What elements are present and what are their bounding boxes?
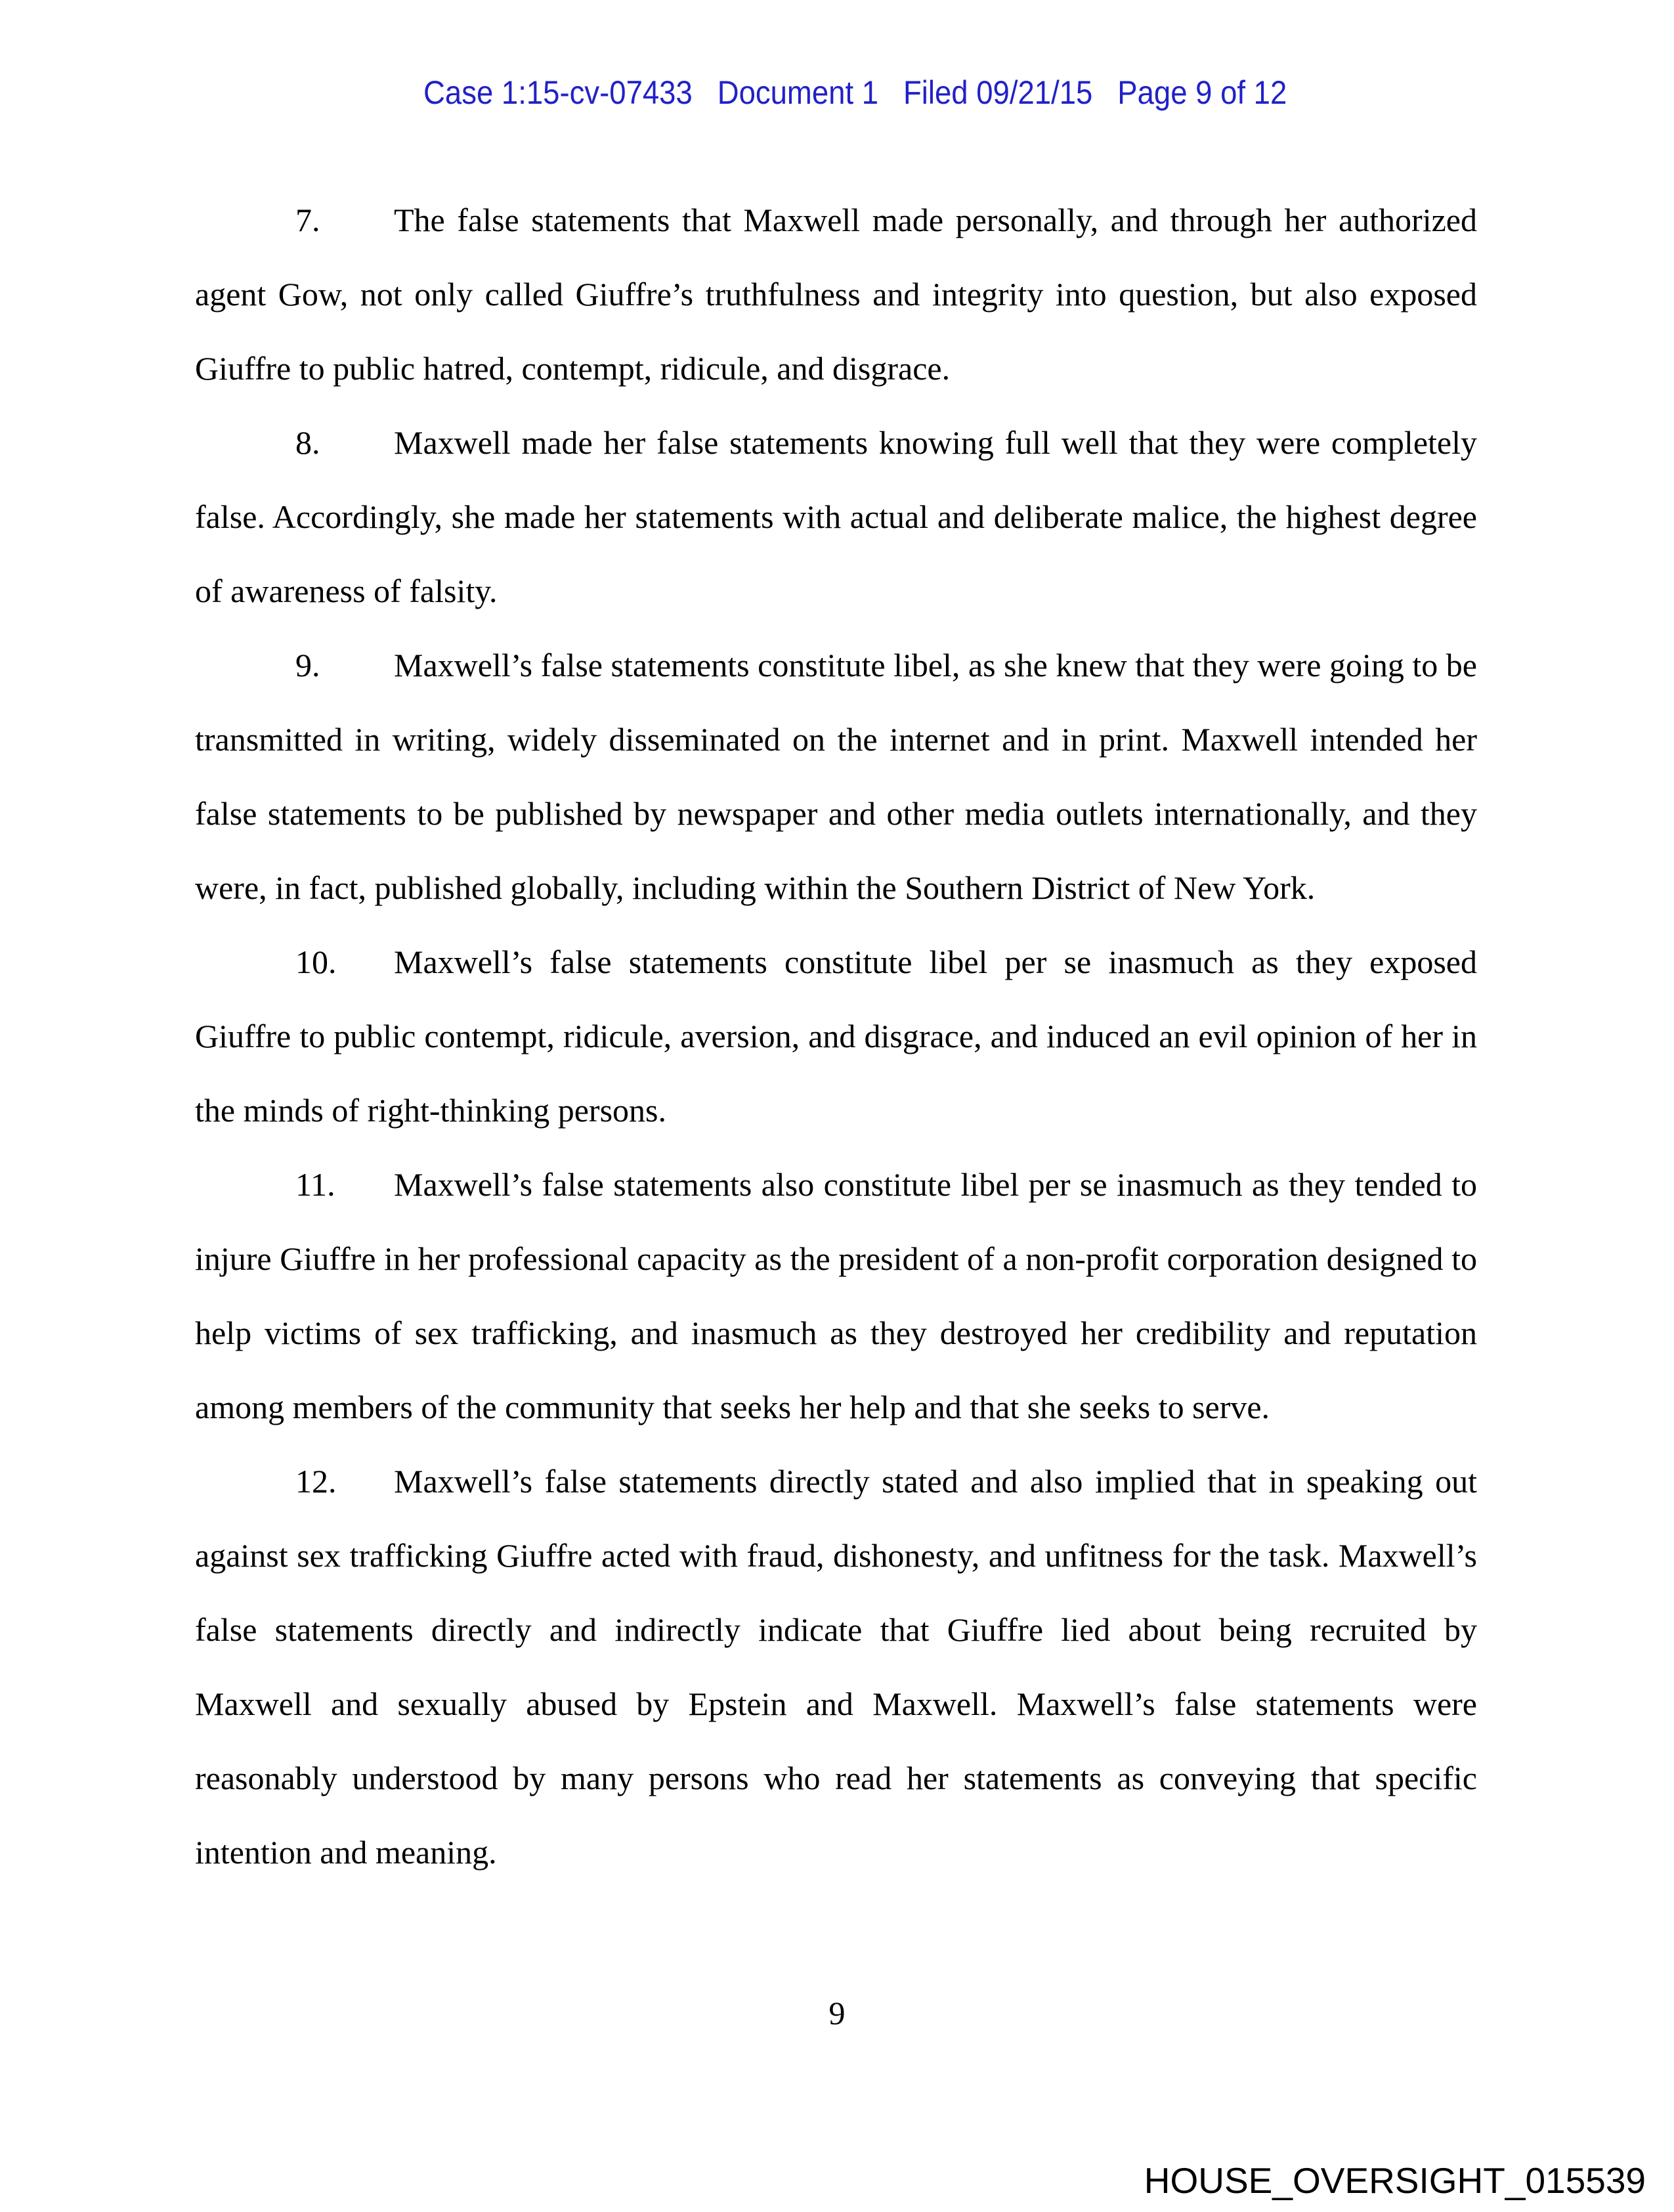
paragraph-12-number: 12. [295, 1463, 337, 1500]
paragraph-8-text: Maxwell made her false statements knowing full well that they were completely false. Accordingly, she made her statements with actual and deliberate malice, the highest degree of awareness of falsity. [195, 424, 1477, 609]
paragraph-10-number: 10. [295, 943, 337, 980]
paragraph-7-number: 7. [295, 202, 320, 238]
bates-number: HOUSE_OVERSIGHT_015539 [1144, 2160, 1646, 2201]
ecf-header-stamp [0, 37, 1674, 148]
paragraph-12-text: Maxwell’s false statements directly stated and also implied that in speaking out against sex trafficking Giuffre acted with fraud, dishonesty, and unfitness for the task. Maxwell’s false statements directly and indirectly indicate that Giuffre lied about being recruited by Maxwell and sexually abused by Epstein and Maxwell. Maxwell’s false statements were reasonably understood by many persons who read her statements as conveying that specific intention and meaning. [195, 1463, 1477, 1871]
paragraph-8-number: 8. [295, 424, 320, 461]
paragraph-10-text: Maxwell’s false statements constitute libel per se inasmuch as they exposed Giuffre to public contempt, ridicule, aversion, and disgrace, and induced an evil opinion of her in the minds of right-thinking persons. [195, 943, 1477, 1129]
paragraph-9 [195, 628, 1477, 925]
paragraph-8 [195, 406, 1477, 628]
paragraph-9-text: Maxwell’s false statements constitute libel, as she knew that they were going to be transmitted in writing, widely disseminated on the internet and in print. Maxwell intended her false statements to be published by newspaper and other media outlets internationally, and they were, in fact, published globally, including within the Southern District of New York. [195, 647, 1477, 906]
paragraph-11-text: Maxwell’s false statements also constitute libel per se inasmuch as they tended to injure Giuffre in her professional capacity as the president of a non-profit corporation designed to help victims of sex trafficking, and inasmuch as they destroyed her credibility and reputation among members of the community that seeks her help and that she seeks to serve. [195, 1166, 1477, 1425]
paragraph-11-number: 11. [295, 1166, 335, 1203]
paragraph-9-number: 9. [295, 647, 320, 683]
page-number: 9 [828, 1995, 846, 2031]
paragraph-12 [195, 1444, 1477, 1890]
paragraph-10 [195, 925, 1477, 1148]
paragraph-7-text: The false statements that Maxwell made personally, and through her authorized agent Gow, not only called Giuffre’s truthfulness and integrity into question, but also exposed Giuffre to public hatred, contempt, ridicule, and disgrace. [195, 202, 1477, 387]
paragraph-7 [195, 183, 1477, 406]
ecf-header-stamp-text: Case 1:15-cv-07433 Document 1 Filed 09/21/15 Page 9 of 12 [423, 74, 1287, 111]
paragraph-11 [195, 1148, 1477, 1444]
document-body [195, 183, 1477, 1890]
